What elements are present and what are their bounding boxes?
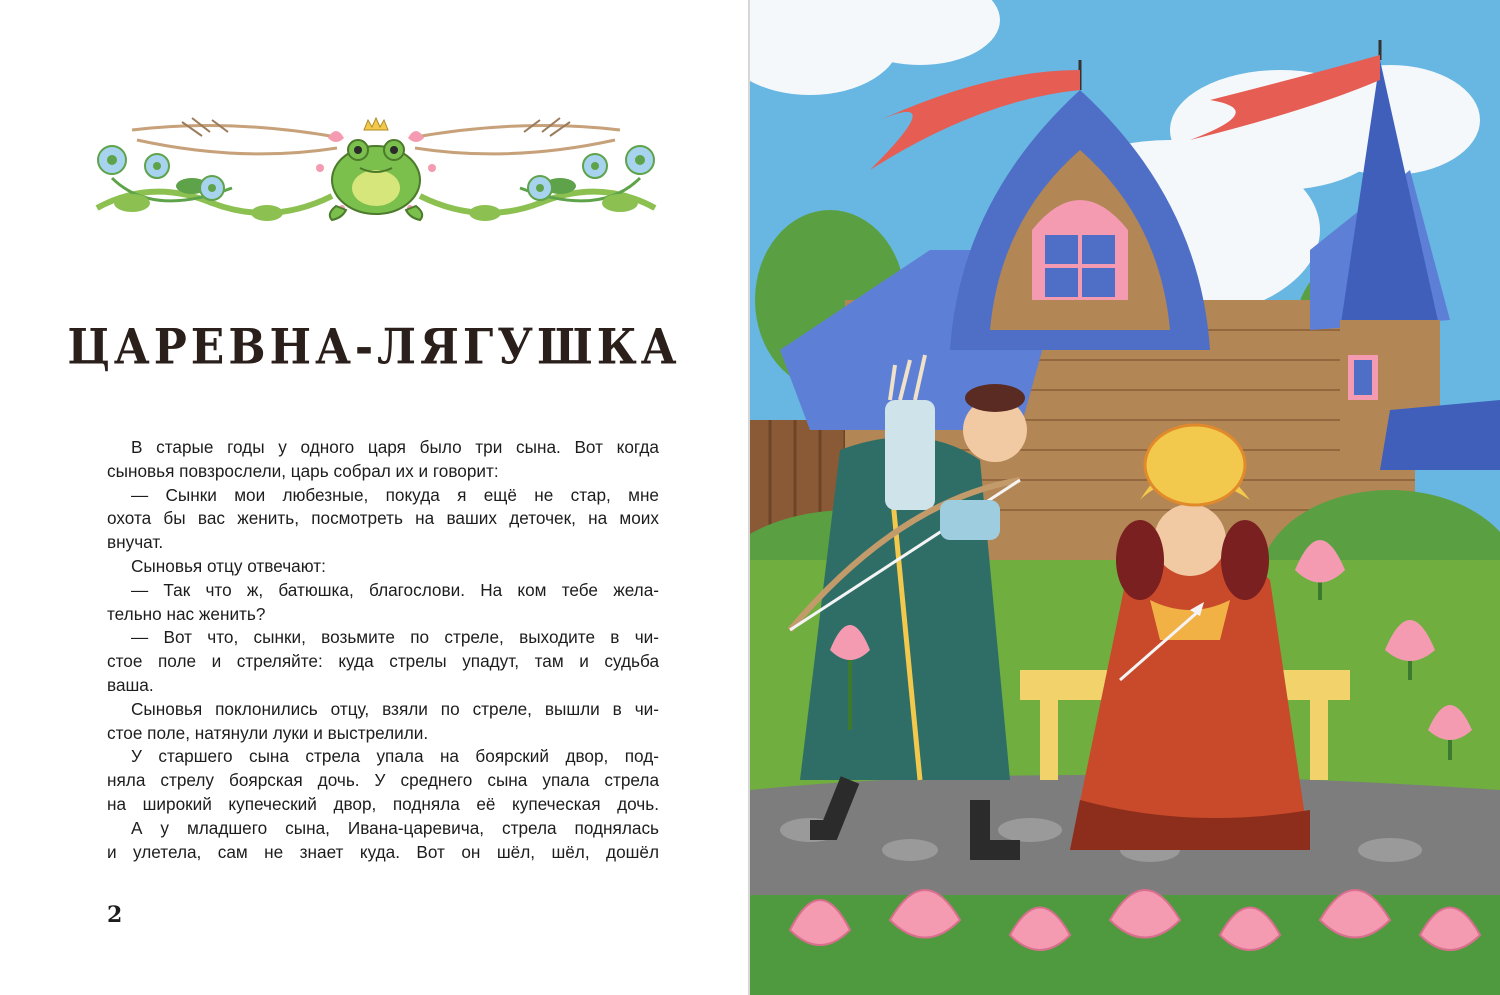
story-line: няла стрелу боярская дочь. У среднего сына упала стрела — [107, 770, 659, 791]
story-line: ваша. — [107, 674, 154, 695]
story-line: тельно нас женить? — [107, 603, 266, 624]
page-number: 2 — [107, 902, 123, 928]
story-line: на широкий купеческий двор, подняла её купеческая дочь. — [107, 793, 659, 814]
story-line: охота бы вас женить, посмотреть на ваших деточек, на моих — [107, 508, 659, 529]
story-line: В старые годы у одного царя было три сына. Вот когда — [131, 437, 659, 457]
story-text — [107, 436, 659, 864]
quiver-icon — [885, 400, 935, 510]
story-line: и улетела, сам не знает куда. Вот он шёл, шёл, дошёл — [107, 841, 659, 862]
story-line: — Вот что, сынки, возьмите по стреле, выходите в чи- — [131, 627, 659, 648]
story-line: — Так что ж, батюшка, благослови. На ком тебе жела- — [131, 579, 659, 600]
illustration-page — [750, 0, 1500, 995]
frog-with-crown-icon — [92, 108, 660, 230]
left-page — [0, 0, 748, 995]
story-line: Сыновья отцу отвечают: — [131, 555, 326, 576]
story-line: внучат. — [107, 532, 164, 553]
frog-ornament — [92, 108, 660, 230]
story-line: А у младшего сына, Ивана-царевича, стрела поднялась — [131, 817, 659, 838]
story-line: стое поле, натянули луки и выстрелили. — [107, 722, 429, 743]
story-line: Сыновья поклонились отцу, взяли по стреле, вышли в чи- — [131, 698, 659, 719]
story-line: стое поле и стреляйте: куда стрелы упадут, там и судьба — [107, 651, 659, 672]
story-title: ЦАРЕВНА-ЛЯГУШКА — [67, 319, 681, 376]
story-line: сыновья повзрослели, царь собрал их и говорит: — [107, 460, 499, 481]
ivan-tsarevich-and-maiden-illustration — [750, 0, 1500, 995]
story-line: У старшего сына стрела упала на боярский двор, под- — [131, 746, 659, 767]
story-line: — Сынки мои любезные, покуда я ещё не стар, мне — [131, 484, 659, 505]
